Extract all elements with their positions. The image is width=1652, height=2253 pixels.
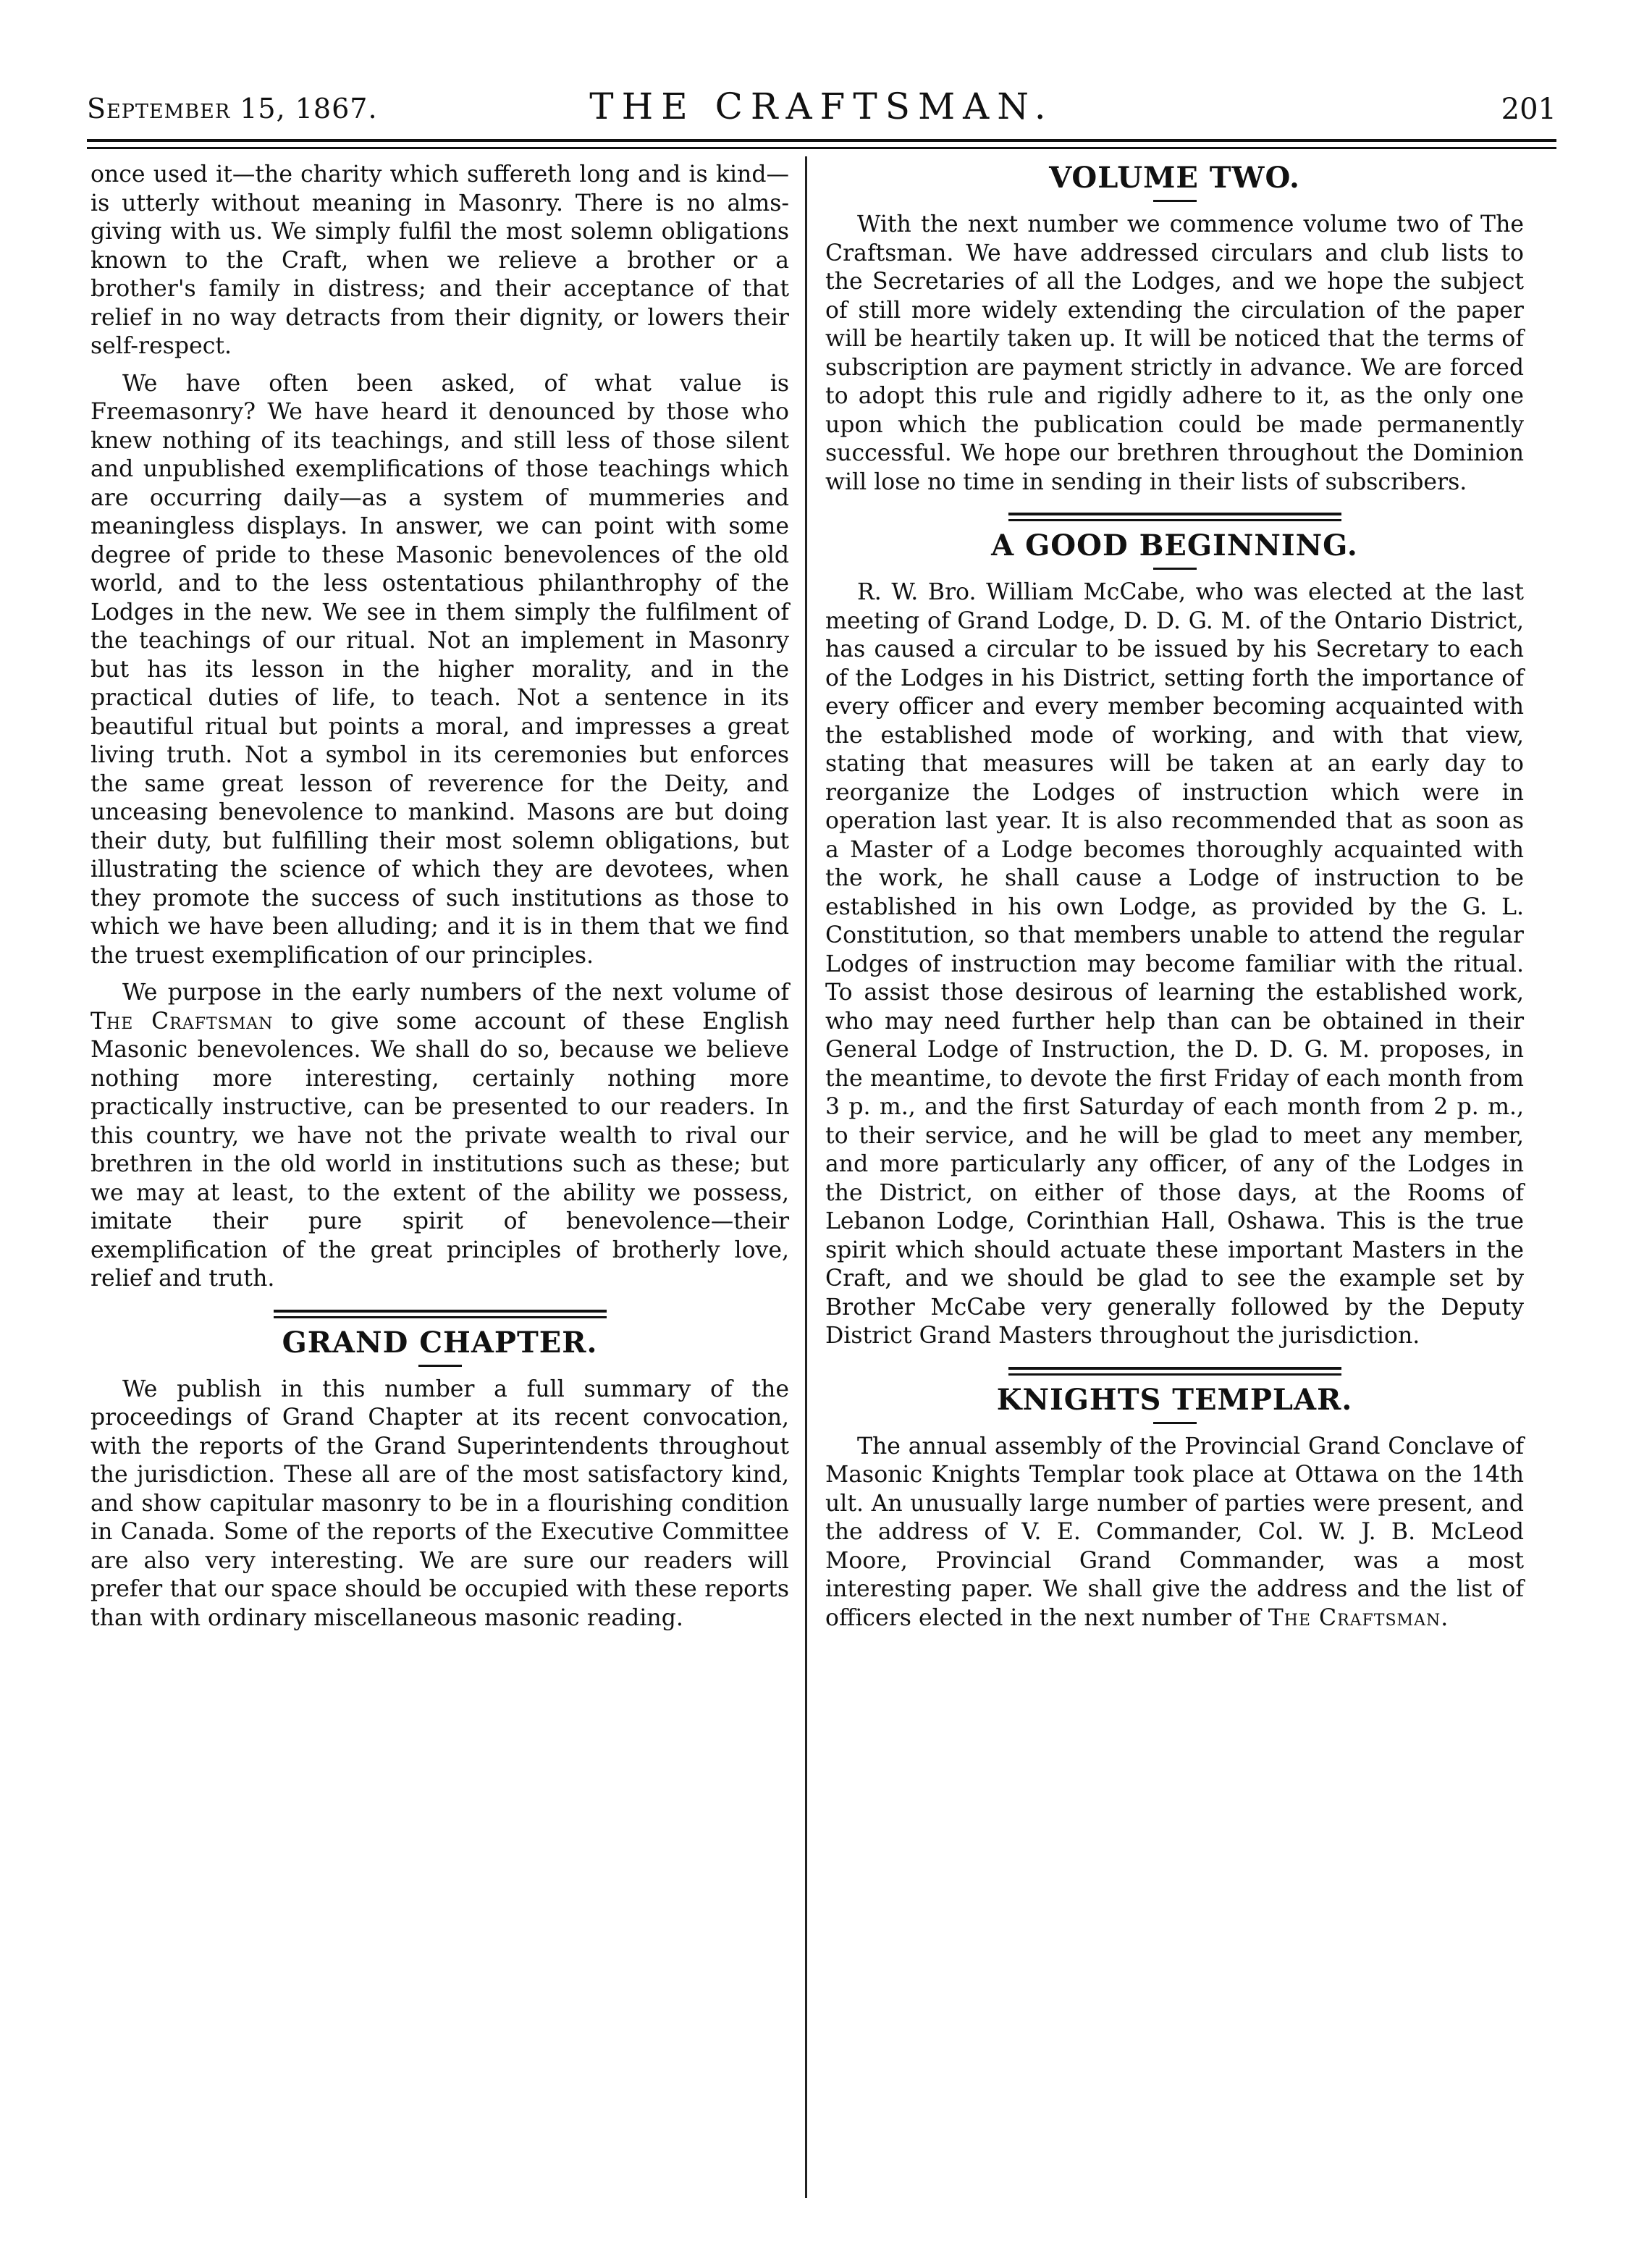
paragraph-text: to give some account of these English Masonic benevolences. We shall do so, because we believe nothing more interesting, certainly nothing more practically instructive, can be presented to our readers. In this country, we have not the private wealth to rival our brethren in the old world in institutions such as these; but we may at least, to the extent of the ability we possess, imitate their pure spirit of benevolence—their exemplification of the great principles of brotherly love, relief and truth.	[90, 1008, 789, 1292]
header-double-rule	[87, 139, 1556, 149]
section-separator	[1008, 1367, 1341, 1376]
paragraph-volume-two: With the next number we commence volume two of The Craftsman. We have addressed circulars and club lists to the Secretaries of all the Lodges, and we hope the subject of still more widely extending the circulation of the paper will be heartily taken up. It will be noticed that the terms of subscription are payment strictly in advance. We are forced to adopt this rule and rigidly adhere to it, as the only one upon which the publication could be made permanently successful. We hope our brethren throughout the Dominion will lose no time in sending in their lists of subscribers.	[825, 211, 1524, 495]
paragraph-english-benevolences	[90, 979, 789, 1294]
running-head	[87, 85, 1556, 136]
heading-dash	[1153, 200, 1197, 202]
heading-grand-chapter: GRAND CHAPTER.	[282, 1325, 598, 1360]
paragraph-text: The annual assembly of the Provincial Grand Conclave of Masonic Knights Templar took place at Ottawa on the 14th ult. An unusually large number of parties were present, and the address of V. E. Commander, Col. W. J. B. McLeod Moore, Provincial Grand Commander, was a most interesting paper. We shall give the address and the list of officers elected in the next number of	[825, 1433, 1524, 1631]
paragraph-value-of-freemasonry: We have often been asked, of what value is Freemasonry? We have heard it denounced by those who knew nothing of its teachings, and still less of those silent and unpublished exemplifications of those teachings which are occurring daily—as a system of mummeries and meaningless displays. In answer, we can point with some degree of pride to these Masonic benevolences of the old world, and to the less ostentatious philanthrophy of the Lodges in the new. We see in them simply the fulfilment of the teachings of our ritual. Not an implement in Masonry but has its lesson in the higher morality, and in the practical duties of life, to teach. Not a sentence in its beautiful ritual but points a moral, and impresses a great living truth. Not a symbol in its ceremonies but enforces the same great lesson of reverence for the Deity, and unceasing benevolence to mankind. Masons are but doing their duty, but fulfilling their most solemn obligations, but illustrating the science of which they are devotees, when they promote the success of such institutions as those to which we have been alluding; and it is in them that we find the truest exemplification of our principles.	[90, 370, 789, 969]
section-separator	[1008, 513, 1341, 521]
masthead-title: THE CRAFTSMAN.	[589, 85, 1054, 127]
page-number: 201	[1501, 93, 1556, 126]
right-column	[825, 161, 1524, 1641]
heading-knights-templar: KNIGHTS TEMPLAR.	[996, 1382, 1353, 1417]
paragraph-knights-templar	[825, 1433, 1524, 1633]
heading-volume-two: VOLUME TWO.	[1049, 161, 1300, 195]
paragraph-grand-chapter: We publish in this number a full summary of the proceedings of Grand Chapter at its recent convocation, with the reports of the Grand Superintendents throughout the jurisdiction. These all are of the most satisfactory kind, and show capitular masonry to be in a flourishing condition in Canada. Some of the reports of the Executive Committee are also very interesting. We are sure our readers will prefer that our space should be occupied with these reports than with ordinary miscellaneous masonic reading.	[90, 1376, 789, 1631]
section-separator	[274, 1310, 607, 1318]
heading-good-beginning: A GOOD BEGINNING.	[991, 528, 1358, 563]
issue-date: September 15, 1867.	[87, 93, 378, 125]
publication-name: The Craftsman.	[1268, 1604, 1449, 1631]
heading-dash	[418, 1365, 462, 1367]
publication-name: The Craftsman	[90, 1008, 274, 1035]
paragraph-good-beginning: R. W. Bro. William McCabe, who was elected at the last meeting of Grand Lodge, D. D. G. M. of the Ontario District, has caused a circular to be issued by his Secretary to each of the Lodges in his District, setting forth the importance of every officer and every member becoming acquainted with the established mode of working, and with that view, stating that measures will be taken at an early day to reorganize the Lodges of instruction which were in operation last year. It is also recommended that as soon as a Master of a Lodge becomes thoroughly acquainted with the work, he shall cause a Lodge of instruction to be established in his own Lodge, as provided by the G. L. Constitution, so that members unable to attend the regular Lodges of instruction may become familiar with the ritual. To assist those desirous of learning the established work, who may need further help than can be obtained in their General Lodge of Instruction, the D. D. G. M. proposes, in the meantime, to devote the first Friday of each month from 3 p. m., and the first Saturday of each month from 2 p. m., to their service, and he will be glad to meet any member, and more particularly any officer, of any of the Lodges in the District, on either of those days, at the Rooms of Lebanon Lodge, Corinthian Hall, Oshawa. This is the true spirit which should actuate these important Masters in the Craft, and we should be glad to see the example set by Brother McCabe very generally followed by the Deputy District Grand Masters throughout the jurisdiction.	[825, 579, 1524, 1349]
heading-dash	[1153, 568, 1197, 570]
paragraph-charity: once used it—the charity which suffereth long and is kind—is utterly without meaning in Masonry. There is no alms-giving with us. We simply fulfil the most solemn obligations known to the Craft, when we relieve a brother or a brother's family in distress; and their acceptance of that relief in no way detracts from their dignity, or lowers their self-respect.	[90, 161, 789, 359]
column-divider	[805, 156, 807, 2198]
paragraph-text: We purpose in the early numbers of the next volume of	[122, 980, 789, 1006]
heading-dash	[1153, 1422, 1197, 1424]
left-column	[90, 161, 789, 1641]
